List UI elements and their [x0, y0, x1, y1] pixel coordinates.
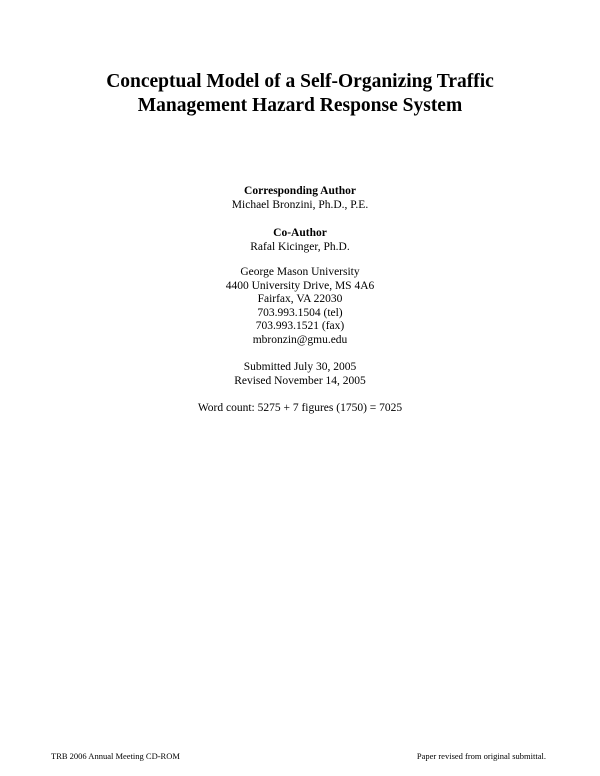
submitted-date: Submitted July 30, 2005 — [243, 361, 357, 373]
paper-title-line-2: Management Hazard Response System — [137, 95, 463, 116]
email-address: mbronzin@gmu.edu — [252, 333, 348, 346]
corresponding-author-heading: Corresponding Author — [244, 185, 356, 197]
word-count: Word count: 5275 + 7 figures (1750) = 7025 — [197, 402, 403, 414]
dates-block — [0, 361, 600, 388]
revised-date: Revised November 14, 2005 — [234, 374, 366, 387]
co-author-name: Rafal Kicinger, Ph.D. — [250, 240, 350, 253]
corresponding-author-name: Michael Bronzini, Ph.D., P.E. — [231, 198, 369, 211]
footer-left-text: TRB 2006 Annual Meeting CD-ROM — [51, 751, 180, 761]
paper-title — [0, 70, 600, 118]
street-address: 4400 University Drive, MS 4A6 — [225, 279, 375, 292]
telephone-number: 703.993.1504 (tel) — [257, 306, 343, 319]
word-count-block — [0, 402, 600, 416]
co-author-block — [0, 227, 600, 254]
footer-right-text: Paper revised from original submittal. — [416, 751, 546, 761]
fax-number: 703.993.1521 (fax) — [255, 320, 345, 332]
university-name: George Mason University — [240, 266, 360, 278]
co-author-heading: Co-Author — [273, 227, 327, 239]
city-state-zip: Fairfax, VA 22030 — [257, 293, 343, 305]
corresponding-author-block — [0, 185, 600, 212]
paper-title-line-1: Conceptual Model of a Self-Organizing Traffic — [106, 71, 494, 92]
contact-block — [0, 266, 600, 347]
